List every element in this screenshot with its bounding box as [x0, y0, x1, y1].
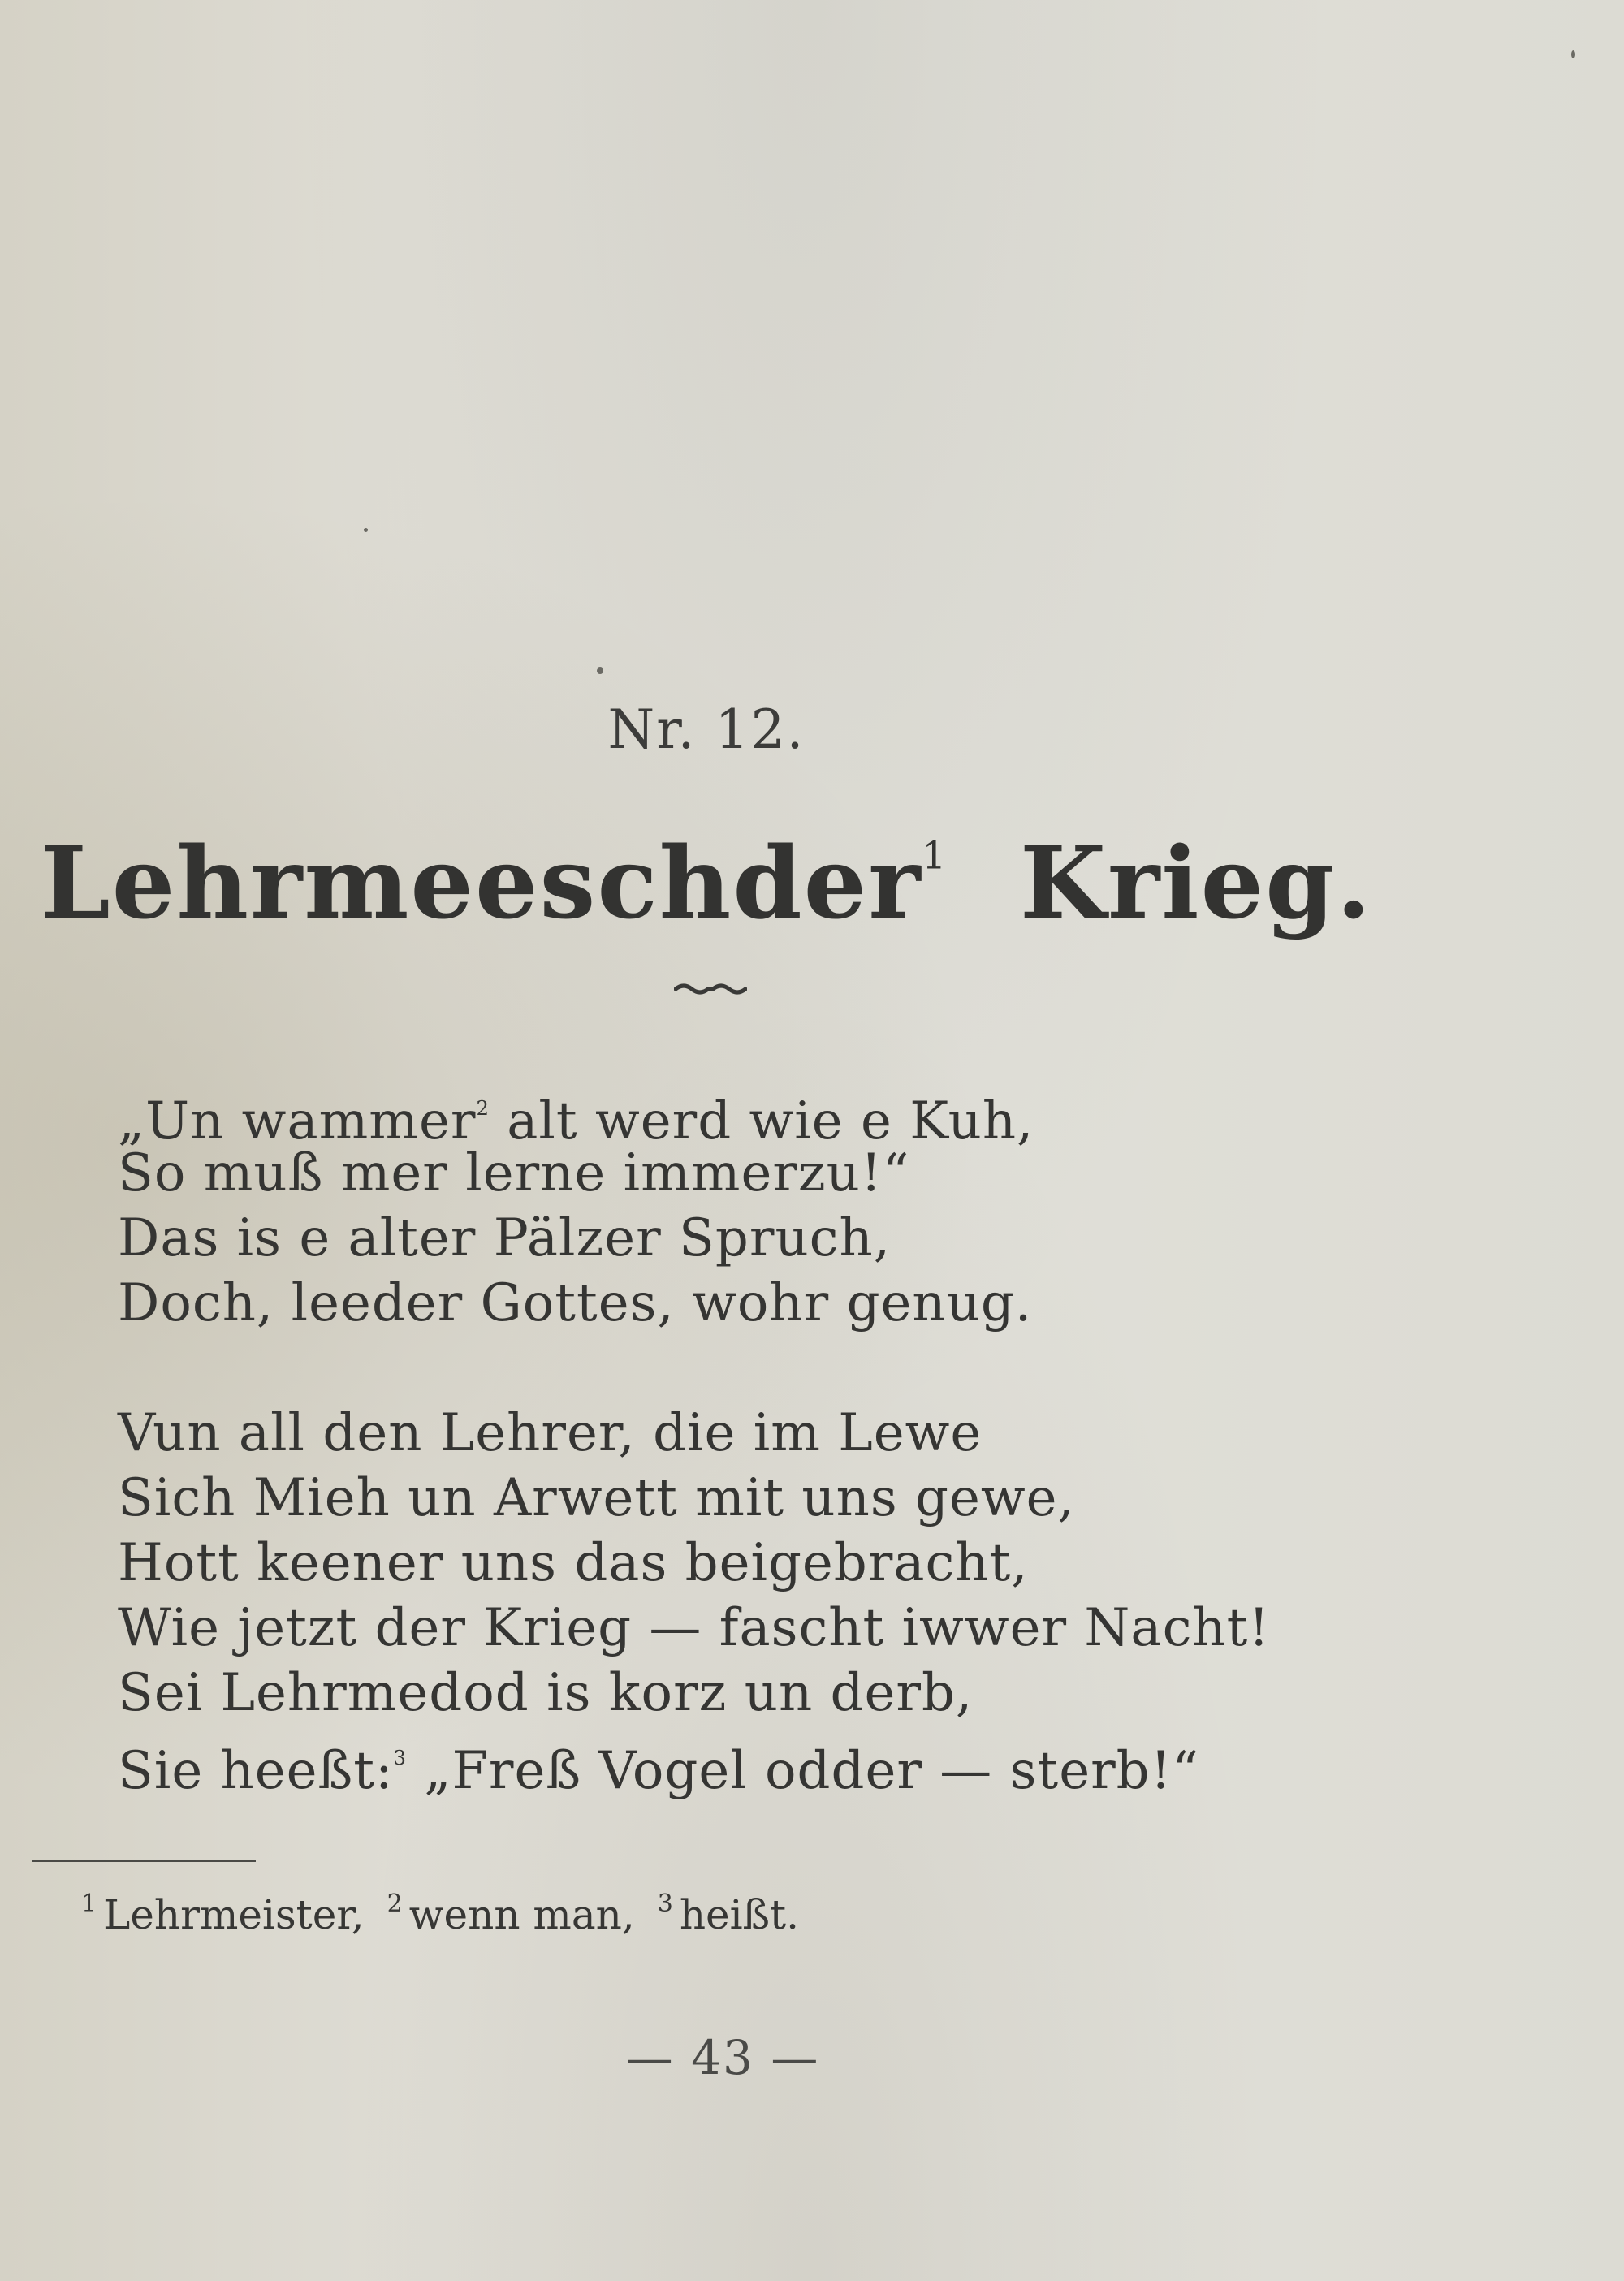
- paper-speck: [364, 528, 368, 532]
- verse-text: „Un wammer: [118, 1091, 477, 1152]
- verse-text: „Freß Vogel odder — sterb!“: [407, 1741, 1200, 1802]
- poem-title: [0, 824, 1413, 941]
- verse-line: Hott keener uns das beigebracht,: [118, 1533, 1029, 1593]
- paper-speck: [1571, 50, 1575, 58]
- paper-speck: [597, 667, 603, 674]
- verse-text: Sie heeßt:: [118, 1741, 394, 1802]
- stanza-2: [118, 1401, 1498, 1802]
- verse-line: So muß mer lerne immerzu!“: [118, 1143, 910, 1203]
- footnote-text: wenn man,: [408, 1891, 635, 1938]
- verse-line: [118, 1726, 1498, 1802]
- footnote-mark: 1: [81, 1890, 97, 1918]
- verse-line: Sei Lehrmedod is korz un derb,: [118, 1663, 974, 1723]
- verse-line: Das is e alter Pälzer Spruch,: [118, 1208, 892, 1268]
- footnote-rule: [32, 1860, 256, 1862]
- footnotes: [81, 1876, 799, 1943]
- verse-footnote-mark: 2: [476, 1096, 490, 1120]
- verse-line: [118, 1076, 1498, 1152]
- ornament-divider-icon: [674, 981, 747, 997]
- poem-body: [118, 1076, 1498, 1855]
- poem-title-text: Lehrmeeschder: [40, 824, 922, 941]
- verse-text: alt werd wie e Kuh,: [489, 1091, 1034, 1152]
- verse-footnote-mark: 3: [393, 1746, 407, 1769]
- verse-line: Sich Mieh un Arwett mit uns gewe,: [118, 1468, 1075, 1528]
- page-number: — 43 —: [625, 2030, 820, 2085]
- stanza-1: [118, 1076, 1498, 1336]
- verse-line: Doch, leeder Gottes, wohr genug.: [118, 1273, 1033, 1333]
- title-footnote-mark: 1: [922, 833, 948, 878]
- footnote-mark: 2: [387, 1890, 403, 1918]
- verse-line: Wie jetzt der Krieg — fascht iwwer Nacht!: [118, 1598, 1271, 1658]
- footnote-mark: 3: [657, 1890, 673, 1918]
- poem-title-text-2: Krieg.: [1019, 824, 1373, 941]
- footnote-text: heißt.: [679, 1891, 800, 1938]
- verse-line: Vun all den Lehrer, die im Lewe: [118, 1403, 983, 1463]
- poem-number: Nr. 12.: [607, 698, 806, 761]
- title-space: [948, 824, 1020, 941]
- footnote-text: Lehrmeister,: [103, 1891, 365, 1938]
